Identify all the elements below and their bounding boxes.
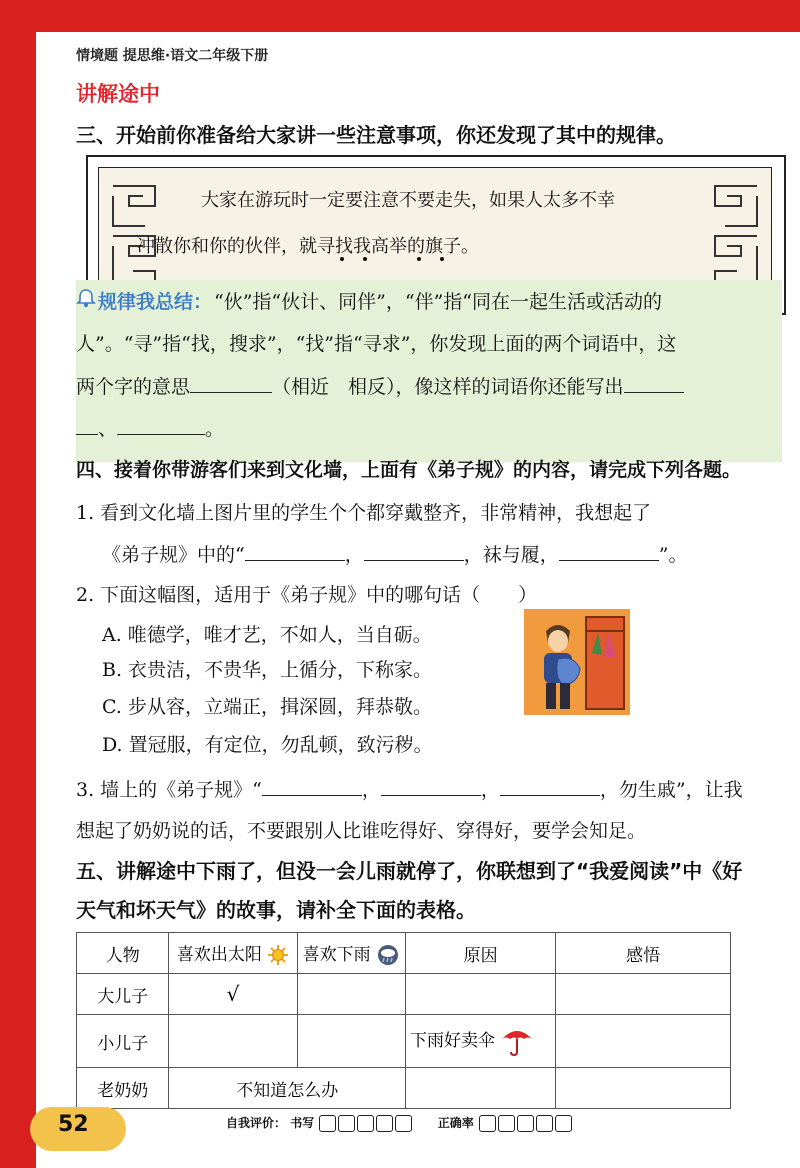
q4-item-1-line-1: 1. 看到文化墙上图片里的学生个个都穿戴整齐，非常精神，我想起了 [76, 502, 652, 524]
emphasis-dot [440, 257, 444, 261]
answer-blank[interactable] [381, 779, 481, 796]
emphasis-dot [340, 257, 344, 261]
question-3-title: 三、开始前你准备给大家讲一些注意事项，你还发现了其中的规律。 [76, 123, 676, 147]
thumbs-up-icon[interactable] [395, 1115, 412, 1132]
sun-icon [267, 944, 289, 966]
answer-blank[interactable] [76, 418, 98, 435]
rain-cell[interactable] [297, 974, 405, 1015]
sun-cell[interactable]: √ [169, 974, 297, 1015]
name-cell: 老奶奶 [77, 1068, 169, 1109]
option-a[interactable]: A. 唯德学，唯才艺，不如人，当自砺。 [102, 624, 432, 646]
thumbs-up-icon[interactable] [479, 1115, 496, 1132]
answer-blank[interactable] [262, 779, 362, 796]
thumbs-up-icon[interactable] [338, 1115, 355, 1132]
summary-text: （相近 相反），像这样的词语你还能写出 [272, 376, 624, 398]
item-text: ”。 [658, 544, 688, 566]
thumbs-up-icon[interactable] [498, 1115, 515, 1132]
summary-text: 、 [98, 418, 118, 440]
item-text: 《弟子规》中的“ [102, 544, 245, 566]
emphasis-dot [417, 257, 421, 261]
umbrella-icon [500, 1025, 534, 1057]
name-cell: 小儿子 [77, 1015, 169, 1068]
reason-text: 下雨好卖伞 [410, 1031, 495, 1051]
writing-label: 书写 [290, 1116, 315, 1130]
thumbs-up-icon[interactable] [357, 1115, 374, 1132]
answer-blank[interactable] [245, 544, 345, 561]
header-text: 喜欢下雨 [302, 945, 371, 965]
thumbs-up-icon[interactable] [555, 1115, 572, 1132]
summary-line-3 [76, 372, 684, 399]
thumbs-up-icon[interactable] [536, 1115, 553, 1132]
sun-cell[interactable] [169, 1015, 297, 1068]
insight-cell[interactable] [556, 1068, 731, 1109]
item-text: ， [480, 779, 500, 801]
question-5-title-line-1: 五、讲解途中下雨了，但没一会儿雨就停了，你联想到了“我爱阅读”中《好 [76, 859, 743, 883]
header-cell: 感悟 [556, 933, 731, 974]
header-cell [169, 933, 297, 974]
quote-line-2: 冲散你和你的伙伴，就寻找我高举的旗子。 [137, 236, 479, 257]
rain-cell[interactable] [297, 1015, 405, 1068]
insight-cell[interactable] [556, 974, 731, 1015]
merged-cell: 不知道怎么办 [169, 1068, 406, 1109]
summary-line-1: “伙”指“伙计、同伴”，“伴”指“同在一起生活或活动的 [214, 291, 662, 313]
emphasis-dot [363, 257, 367, 261]
bell-icon [76, 288, 96, 308]
summary-label: 规律我总结： [98, 291, 213, 313]
q4-item-1-line-2 [102, 540, 687, 567]
self-eval-label: 自我评价： [226, 1116, 287, 1130]
summary-line-4 [76, 414, 224, 441]
summary-text: 两个字的意思 [76, 376, 191, 398]
header-text: 喜欢出太阳 [176, 945, 262, 965]
q4-item-3-line-2: 想起了奶奶说的话，不要跟别人比谁吃得好、穿得好，要学会知足。 [76, 820, 647, 842]
table-row [77, 1015, 731, 1068]
accuracy-label: 正确率 [437, 1116, 474, 1130]
table-row [77, 1068, 731, 1109]
summary-text: 。 [205, 418, 225, 440]
thumbs-up-icon[interactable] [376, 1115, 393, 1132]
item-text: ， [344, 544, 364, 566]
table-header-row [77, 933, 731, 974]
quote-line-1: 大家在游玩时一定要注意不要走失，如果人太多不幸 [201, 190, 615, 211]
answer-blank[interactable] [624, 376, 684, 393]
table-row [77, 974, 731, 1015]
option-b[interactable]: B. 衣贵洁，不贵华，上循分，下称家。 [102, 659, 433, 681]
item-text: ，袜与履， [463, 544, 559, 566]
question-4-title: 四、接着你带游客们来到文化墙，上面有《弟子规》的内容，请完成下列各题。 [76, 459, 742, 481]
item-text: 3. 墙上的《弟子规》“ [76, 779, 262, 801]
answer-blank[interactable] [190, 376, 272, 393]
option-d[interactable]: D. 置冠服，有定位，勿乱顿，致污秽。 [102, 734, 433, 756]
q4-item-3-line-1 [76, 775, 743, 802]
header-cell [297, 933, 405, 974]
answer-blank[interactable] [500, 779, 600, 796]
right-fret-ornament [670, 176, 765, 294]
reason-cell[interactable] [406, 974, 556, 1015]
boy-hanging-clothes-illustration [524, 609, 630, 715]
self-evaluation [226, 1114, 573, 1132]
item-text: ，勿生戚”，让我 [599, 779, 743, 801]
answer-blank[interactable] [364, 544, 464, 561]
answer-blank[interactable] [559, 544, 659, 561]
item-text: ， [361, 779, 381, 801]
question-5-title-line-2: 天气和坏天气》的故事，请补全下面的表格。 [76, 898, 476, 922]
header-cell: 人物 [77, 933, 169, 974]
thumbs-up-icon[interactable] [319, 1115, 336, 1132]
name-cell: 大儿子 [77, 974, 169, 1015]
cloud-rain-icon [376, 944, 400, 966]
reason-cell[interactable] [406, 1015, 556, 1068]
reason-cell[interactable] [406, 1068, 556, 1109]
thumbs-up-icon[interactable] [517, 1115, 534, 1132]
option-c[interactable]: C. 步从容，立端正，揖深圆，拜恭敬。 [102, 696, 432, 718]
section-title: 讲解途中 [76, 82, 160, 106]
q4-item-2: 2. 下面这幅图，适用于《弟子规》中的哪句话（ ） [76, 584, 538, 606]
story-table [76, 932, 731, 1109]
header-cell: 原因 [406, 933, 556, 974]
book-header: 情境题 提思维·语文二年级下册 [76, 48, 269, 64]
answer-blank[interactable] [117, 418, 205, 435]
insight-cell[interactable] [556, 1015, 731, 1068]
summary-line-2: 人”。“寻”指“找，搜求”，“找”指“寻求”，你发现上面的两个词语中，这 [76, 333, 677, 355]
workbook-page [36, 32, 800, 1168]
page-number: 52 [58, 1112, 89, 1137]
